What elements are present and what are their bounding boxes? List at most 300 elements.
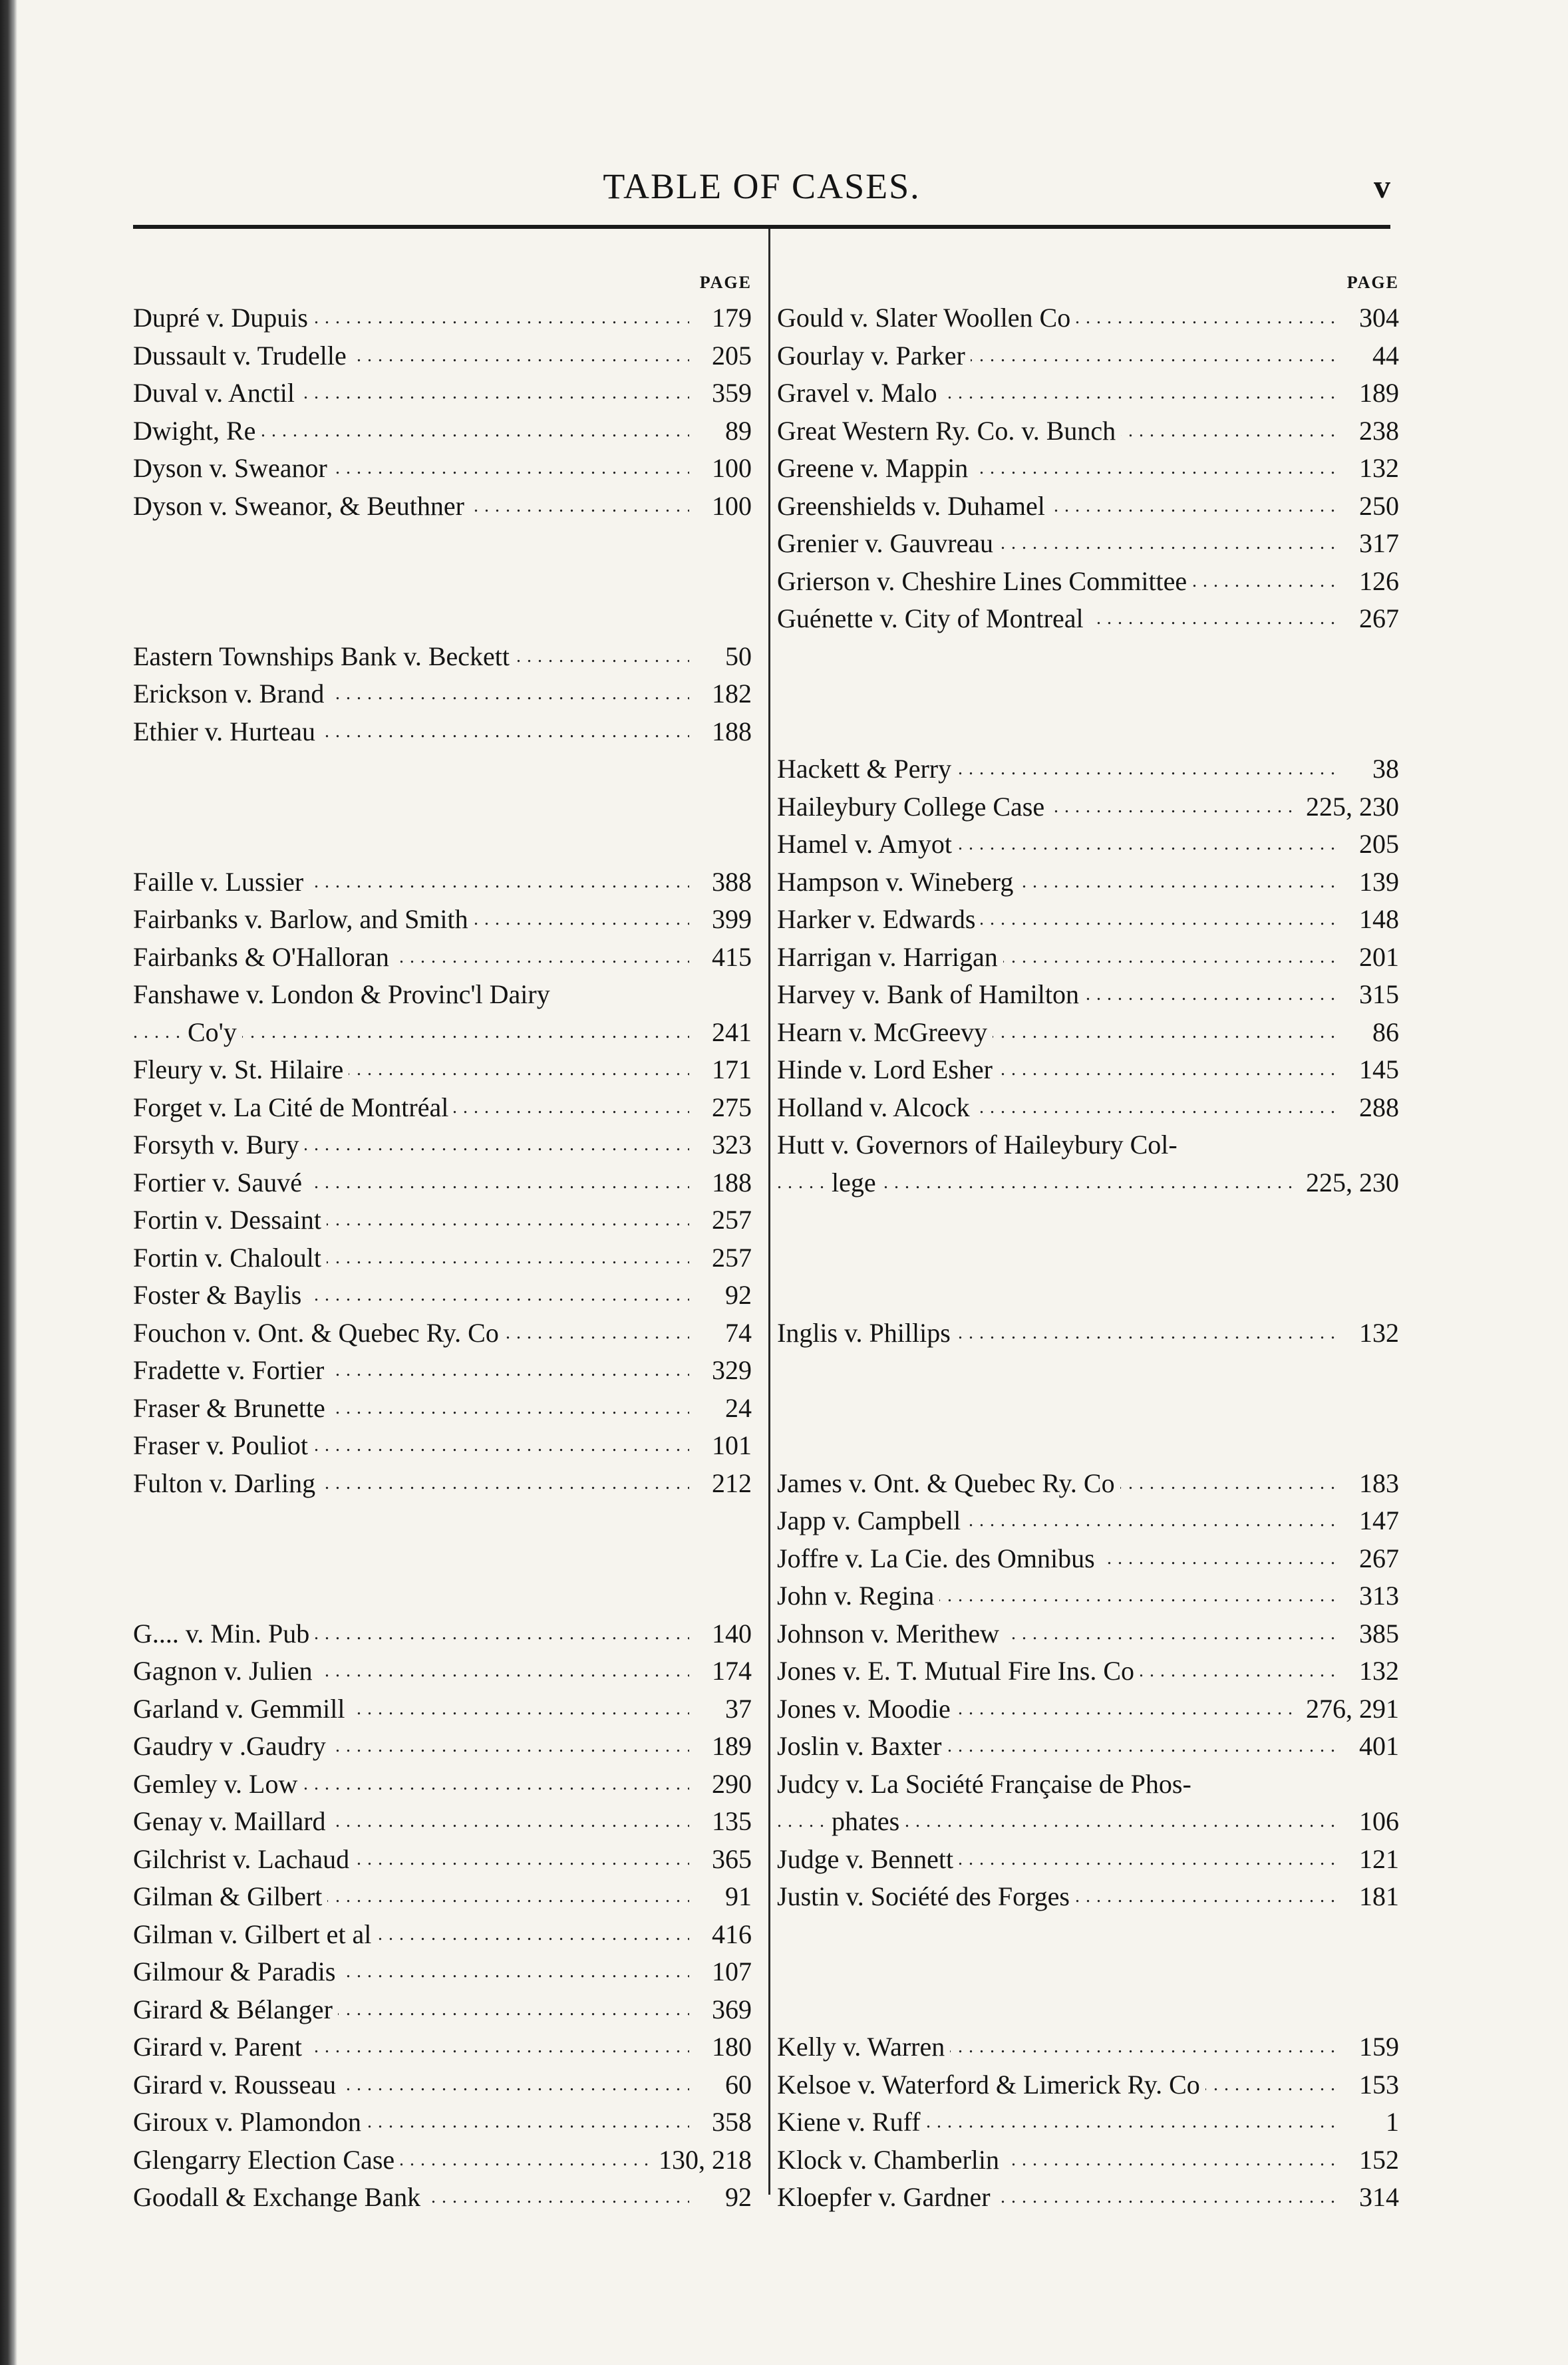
case-name <box>133 2066 689 2104</box>
binding-edge <box>0 0 17 2365</box>
page-number: 388 <box>689 864 752 901</box>
case-name-text: Kelly v. Warren <box>777 2032 950 2062</box>
case-name <box>777 1577 1336 1615</box>
case-name <box>777 1051 1336 1089</box>
spacer <box>133 1540 752 1578</box>
page-number: 275 <box>689 1089 752 1127</box>
case-name-text: Dyson v. Sweanor, & Beuthner <box>133 491 470 521</box>
page-number: 304 <box>1336 299 1399 337</box>
case-name <box>133 675 689 713</box>
page-number: 147 <box>1336 1502 1399 1540</box>
case-name <box>133 1277 689 1315</box>
case-name-text: Hinde v. Lord Esher <box>777 1054 998 1084</box>
spacer <box>133 788 752 826</box>
case-name-text: Gourlay v. Parker <box>777 341 971 371</box>
case-name <box>133 713 689 751</box>
page-number: 145 <box>1336 1051 1399 1089</box>
case-name <box>777 750 1336 788</box>
page-number: 205 <box>689 337 752 375</box>
table-row <box>133 1089 752 1127</box>
case-name-text: Justin v. Société des Forges <box>777 1881 1075 1911</box>
table-row <box>133 976 752 1051</box>
case-name <box>777 788 1297 826</box>
table-row <box>133 1164 752 1202</box>
case-name-text: Fairbanks v. Barlow, and Smith <box>133 904 474 934</box>
case-name-text: Fortin v. Dessaint <box>133 1205 327 1235</box>
table-row <box>777 600 1399 638</box>
case-name-text: Duval v. Anctil <box>133 378 300 408</box>
case-name <box>777 901 1336 939</box>
case-name-text: John v. Regina <box>777 1581 939 1611</box>
case-name <box>777 2141 1336 2179</box>
case-name-text: Garland v. Gemmill <box>133 1694 350 1724</box>
page-number: 159 <box>1336 2028 1399 2066</box>
spacer <box>777 1991 1399 2029</box>
case-name <box>777 2179 1336 2217</box>
table-row <box>133 1803 752 1841</box>
case-name-text: Gemley v. Low <box>133 1769 303 1799</box>
case-name <box>777 826 1336 864</box>
case-name-text: Grenier v. Gauvreau <box>777 528 999 558</box>
case-name-text: Dussault v. Trudelle <box>133 341 352 371</box>
page-number: 140 <box>689 1615 752 1653</box>
case-name <box>133 2141 649 2179</box>
case-name <box>777 976 1336 1014</box>
case-name-text: Grierson v. Cheshire Lines Committee <box>777 566 1192 596</box>
page-number: 183 <box>1336 1465 1399 1503</box>
page-number: 365 <box>689 1841 752 1879</box>
left-column <box>133 266 752 2217</box>
table-row <box>777 1690 1399 1728</box>
table-row <box>133 450 752 488</box>
case-name-text: Greene v. Mappin <box>777 453 973 483</box>
spacer <box>777 1953 1399 1991</box>
page-number: 313 <box>1336 1577 1399 1615</box>
page-number: 92 <box>689 2179 752 2217</box>
case-name <box>133 1089 689 1127</box>
case-name-text: Girard & Bélanger <box>133 1994 338 2024</box>
case-name-text: Gaudry v .Gaudry <box>133 1731 331 1761</box>
page-number: 180 <box>689 2028 752 2066</box>
table-row <box>133 939 752 977</box>
spacer <box>777 675 1399 713</box>
table-row <box>133 1615 752 1653</box>
case-name-text: Fleury v. St. Hilaire <box>133 1054 349 1084</box>
case-name <box>777 1653 1336 1690</box>
case-name-text: Gould v. Slater Woollen Co <box>777 303 1076 333</box>
table-row <box>777 826 1399 864</box>
case-name <box>133 1878 689 1916</box>
case-name-text: Hamel v. Amyot <box>777 829 957 859</box>
case-name-text: Girard v. Parent <box>133 2032 307 2062</box>
page-number: 358 <box>689 2104 752 2141</box>
table-row <box>777 450 1399 488</box>
page-number: 188 <box>689 1164 752 1202</box>
case-name <box>133 1953 689 1991</box>
case-name-text: Japp v. Campbell <box>777 1505 966 1535</box>
case-name-text: Fradette v. Fortier <box>133 1355 329 1385</box>
page-number: 225, 230 <box>1297 1164 1399 1202</box>
case-name <box>777 2104 1336 2141</box>
table-row <box>777 1051 1399 1089</box>
page-number: 401 <box>1336 1728 1399 1766</box>
page-number: 107 <box>689 1953 752 1991</box>
page-number: 181 <box>1336 1878 1399 1916</box>
case-name <box>777 1690 1297 1728</box>
table-row <box>133 1201 752 1239</box>
table-row <box>777 976 1399 1014</box>
page-folio: v <box>1374 168 1390 205</box>
case-name-text: Foster & Baylis <box>133 1280 307 1310</box>
spacer <box>133 826 752 864</box>
case-name <box>777 600 1336 638</box>
table-row <box>133 299 752 337</box>
page-number: 106 <box>1336 1803 1399 1841</box>
right-column <box>777 266 1399 2217</box>
page-number: 314 <box>1336 2179 1399 2217</box>
table-row <box>777 939 1399 977</box>
page-number: 385 <box>1336 1615 1399 1653</box>
case-name-text: Dwight, Re <box>133 416 261 446</box>
table-row <box>777 1615 1399 1653</box>
case-name-text: Judcy v. La Société Française de Phos- <box>777 1769 1197 1799</box>
page-number: 101 <box>689 1427 752 1465</box>
page-number: 323 <box>689 1126 752 1164</box>
case-name <box>133 1766 689 1804</box>
table-row <box>777 1766 1399 1841</box>
case-name <box>777 2028 1336 2066</box>
table-row <box>777 1653 1399 1690</box>
page-number: 86 <box>1336 1014 1399 1052</box>
case-name <box>777 1766 1336 1841</box>
case-name <box>777 1089 1336 1127</box>
case-name-text: Haileybury College Case <box>777 792 1050 822</box>
page-number: 225, 230 <box>1297 788 1399 826</box>
page-number: 148 <box>1336 901 1399 939</box>
table-row <box>777 788 1399 826</box>
table-row <box>133 901 752 939</box>
case-name <box>133 939 689 977</box>
page-number: 74 <box>689 1315 752 1352</box>
table-row <box>133 2104 752 2141</box>
page-number: 267 <box>1336 600 1399 638</box>
case-name-text: Dyson v. Sweanor <box>133 453 333 483</box>
page-number: 189 <box>1336 375 1399 412</box>
table-row <box>133 1239 752 1277</box>
table-row <box>133 1427 752 1465</box>
spacer <box>777 638 1399 676</box>
table-row <box>777 299 1399 337</box>
table-row <box>777 2028 1399 2066</box>
page-number: 24 <box>689 1390 752 1428</box>
page-number: 415 <box>689 939 752 977</box>
spacer <box>133 1577 752 1615</box>
table-row <box>777 337 1399 375</box>
table-row <box>777 1878 1399 1916</box>
case-name <box>133 375 689 412</box>
case-name <box>133 1690 689 1728</box>
table-row <box>777 525 1399 563</box>
table-row <box>777 2141 1399 2179</box>
table-row <box>133 1916 752 1954</box>
table-row <box>133 1953 752 1991</box>
page-number: 179 <box>689 299 752 337</box>
page-number: 37 <box>689 1690 752 1728</box>
spacer <box>777 1277 1399 1315</box>
case-name <box>777 450 1336 488</box>
case-name <box>133 450 689 488</box>
page-number: 241 <box>689 1014 752 1052</box>
table-row <box>777 488 1399 526</box>
case-name-text: Jones v. E. T. Mutual Fire Ins. Co <box>777 1656 1140 1686</box>
page-number: 92 <box>689 1277 752 1315</box>
case-name <box>133 337 689 375</box>
table-row <box>133 375 752 412</box>
case-name <box>133 1653 689 1690</box>
case-name-text: Fraser v. Pouliot <box>133 1430 313 1460</box>
page-number: 89 <box>689 412 752 450</box>
case-name <box>133 1126 689 1164</box>
page-number: 205 <box>1336 826 1399 864</box>
table-row <box>777 1540 1399 1578</box>
table-row <box>133 1653 752 1690</box>
table-row <box>777 1014 1399 1052</box>
page-title: TABLE OF CASES. <box>603 166 921 206</box>
case-name <box>777 1315 1336 1352</box>
case-name-continuation: lege <box>832 1168 881 1197</box>
case-name <box>777 1615 1336 1653</box>
case-name <box>133 976 689 1051</box>
page-number: 267 <box>1336 1540 1399 1578</box>
page-number: 399 <box>689 901 752 939</box>
case-name-text: Hutt v. Governors of Haileybury Col- <box>777 1130 1183 1160</box>
table-row <box>133 675 752 713</box>
page-number: 369 <box>689 1991 752 2029</box>
case-name-text: Fortier v. Sauvé <box>133 1168 307 1197</box>
case-name-text: Gilchrist v. Lachaud <box>133 1844 355 1874</box>
case-name <box>777 1014 1336 1052</box>
case-name-text: Judge v. Bennett <box>777 1844 959 1874</box>
page-number: 44 <box>1336 337 1399 375</box>
case-name-text: Hackett & Perry <box>777 754 957 784</box>
case-name <box>133 1465 689 1503</box>
page-number: 359 <box>689 375 752 412</box>
spacer <box>133 563 752 601</box>
case-name-text: Forget v. La Cité de Montréal <box>133 1092 454 1122</box>
case-name <box>133 1615 689 1653</box>
case-name <box>133 1728 689 1766</box>
page-number: 152 <box>1336 2141 1399 2179</box>
page-number: 212 <box>689 1465 752 1503</box>
case-name <box>133 1239 689 1277</box>
case-name <box>133 901 689 939</box>
spacer <box>133 525 752 563</box>
case-name-text: Fortin v. Chaloult <box>133 1243 327 1273</box>
page-number: 171 <box>689 1051 752 1089</box>
table-row <box>133 713 752 751</box>
case-name-text: Gilmour & Paradis <box>133 1957 341 1986</box>
table-row <box>133 1390 752 1428</box>
case-name-text: Fanshawe v. London & Provinc'l Dairy <box>133 979 555 1009</box>
case-name-text: Genay v. Maillard <box>133 1806 331 1836</box>
case-name <box>133 1916 689 1954</box>
case-name-text: Gilman v. Gilbert et al <box>133 1919 377 1949</box>
case-name <box>133 2104 689 2141</box>
page-number: 257 <box>689 1239 752 1277</box>
spacer <box>133 600 752 638</box>
case-name <box>777 1878 1336 1916</box>
spacer <box>777 1390 1399 1428</box>
case-name-text: Kloepfer v. Gardner <box>777 2182 996 2212</box>
case-name <box>777 412 1336 450</box>
table-row <box>133 1051 752 1089</box>
table-row <box>777 1315 1399 1352</box>
case-name <box>133 1991 689 2029</box>
case-name-text: Gravel v. Malo <box>777 378 943 408</box>
case-name-text: Girard v. Rousseau <box>133 2070 341 2100</box>
case-name-text: Holland v. Alcock <box>777 1092 975 1122</box>
page-number: 174 <box>689 1653 752 1690</box>
table-row <box>133 2141 752 2179</box>
case-name-text: Gagnon v. Julien <box>133 1656 318 1686</box>
table-row <box>777 412 1399 450</box>
page-number: 132 <box>1336 450 1399 488</box>
case-name-text: Fairbanks & O'Halloran <box>133 942 394 972</box>
table-row <box>133 1315 752 1352</box>
case-name <box>777 2066 1336 2104</box>
case-name-text: Kiene v. Ruff <box>777 2107 926 2137</box>
case-name-text: Great Western Ry. Co. v. Bunch <box>777 416 1121 446</box>
case-name <box>777 1126 1297 1201</box>
page-number: 250 <box>1336 488 1399 526</box>
case-name <box>133 412 689 450</box>
spacer <box>133 750 752 788</box>
case-name <box>133 299 689 337</box>
table-row <box>777 1089 1399 1127</box>
case-name <box>777 1841 1336 1879</box>
case-name-text: Fulton v. Darling <box>133 1468 321 1498</box>
page-number: 238 <box>1336 412 1399 450</box>
table-row <box>777 1126 1399 1201</box>
table-row <box>777 2104 1399 2141</box>
page-number: 276, 291 <box>1297 1690 1399 1728</box>
case-name-text: Forsyth v. Bury <box>133 1130 305 1160</box>
case-name <box>133 1315 689 1352</box>
page-number: 126 <box>1336 563 1399 601</box>
case-name-text: Gilman & Gilbert <box>133 1881 327 1911</box>
table-row <box>777 375 1399 412</box>
page-number: 317 <box>1336 525 1399 563</box>
page-number: 288 <box>1336 1089 1399 1127</box>
table-row <box>777 563 1399 601</box>
case-name-text: Harrigan v. Harrigan <box>777 942 1003 972</box>
case-name <box>133 864 689 901</box>
case-name <box>777 375 1336 412</box>
case-name-text: Erickson v. Brand <box>133 679 329 709</box>
case-name-text: Inglis v. Phillips <box>777 1318 956 1348</box>
page-number: 91 <box>689 1878 752 1916</box>
case-name <box>777 337 1336 375</box>
page-number: 189 <box>689 1728 752 1766</box>
page-number: 329 <box>689 1352 752 1390</box>
page-number: 201 <box>1336 939 1399 977</box>
case-name <box>777 1502 1336 1540</box>
case-name <box>133 1051 689 1089</box>
table-row <box>133 638 752 676</box>
case-name <box>133 1390 689 1428</box>
table-row <box>133 1690 752 1728</box>
table-row <box>133 864 752 901</box>
case-name-text: Hearn v. McGreevy <box>777 1017 993 1047</box>
case-name <box>777 1540 1336 1578</box>
table-row <box>777 1577 1399 1615</box>
page-number: 100 <box>689 450 752 488</box>
table-row <box>133 412 752 450</box>
table-row <box>133 1126 752 1164</box>
page-number: 130, 218 <box>649 2141 752 2179</box>
page-number: 188 <box>689 713 752 751</box>
page-number: 135 <box>689 1803 752 1841</box>
case-name <box>133 1201 689 1239</box>
case-name-text: Greenshields v. Duhamel <box>777 491 1050 521</box>
case-name-text: Joffre v. La Cie. des Omnibus <box>777 1543 1100 1573</box>
page-number: 153 <box>1336 2066 1399 2104</box>
page-header <box>133 156 1390 216</box>
table-row <box>777 901 1399 939</box>
table-row <box>133 1277 752 1315</box>
page-number: 100 <box>689 488 752 526</box>
table-row <box>133 1728 752 1766</box>
case-name <box>133 2028 689 2066</box>
case-name <box>133 1164 689 1202</box>
table-row <box>133 2028 752 2066</box>
case-name <box>133 1352 689 1390</box>
case-name-text: Fouchon v. Ont. & Quebec Ry. Co <box>133 1318 504 1348</box>
case-name-text: Harker v. Edwards <box>777 904 981 934</box>
case-name-text: Johnson v. Merithew <box>777 1619 1005 1649</box>
case-name <box>777 525 1336 563</box>
case-name-text: Glengarry Election Case <box>133 2145 400 2175</box>
table-row <box>133 488 752 526</box>
case-name-text: Jones v. Moodie <box>777 1694 956 1724</box>
case-name <box>777 939 1336 977</box>
case-name-text: Hampson v. Wineberg <box>777 867 1019 897</box>
page-number: 60 <box>689 2066 752 2104</box>
case-name-text: Harvey v. Bank of Hamilton <box>777 979 1084 1009</box>
case-name <box>777 563 1336 601</box>
case-name-text: Eastern Townships Bank v. Beckett <box>133 641 515 671</box>
page-number: 139 <box>1336 864 1399 901</box>
case-name-text: Kelsoe v. Waterford & Limerick Ry. Co <box>777 2070 1205 2100</box>
spacer <box>777 1916 1399 1954</box>
table-row <box>133 1991 752 2029</box>
case-name <box>133 638 689 676</box>
page-number: 38 <box>1336 750 1399 788</box>
case-name-text: Ethier v. Hurteau <box>133 716 321 746</box>
column-divider <box>768 229 770 2195</box>
spacer <box>777 1239 1399 1277</box>
page-number: 132 <box>1336 1653 1399 1690</box>
page-column-label: PAGE <box>699 273 752 292</box>
case-name-text: Dupré v. Dupuis <box>133 303 313 333</box>
case-name-text: Fraser & Brunette <box>133 1393 331 1423</box>
table-row <box>133 1878 752 1916</box>
table-row <box>777 1841 1399 1879</box>
spacer <box>133 1502 752 1540</box>
table-row <box>133 1841 752 1879</box>
page-number: 290 <box>689 1766 752 1804</box>
spacer <box>777 1201 1399 1239</box>
